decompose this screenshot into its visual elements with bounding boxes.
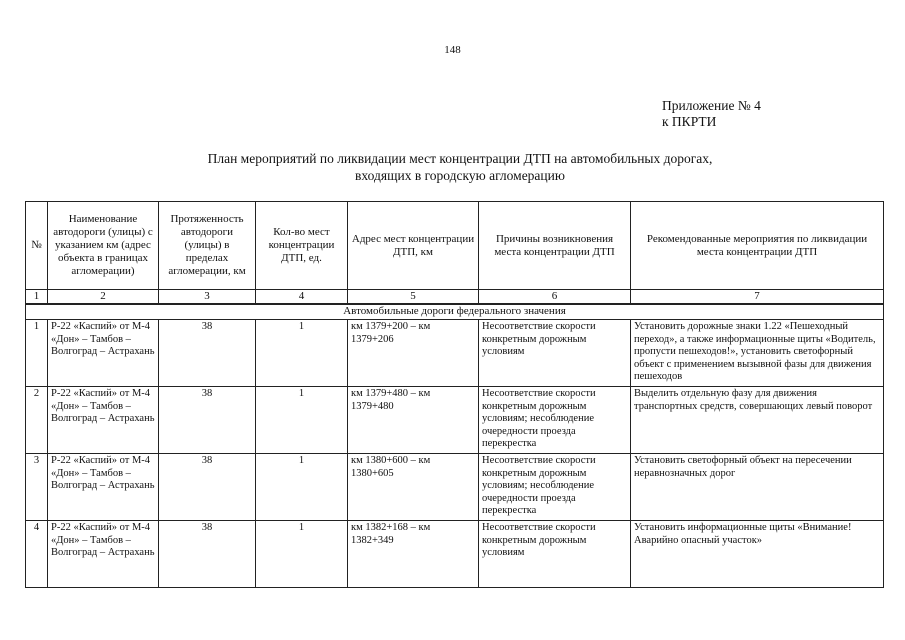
column-number: 5	[348, 290, 479, 305]
table-row	[26, 320, 884, 387]
page-number: 148	[444, 44, 461, 56]
document-title-line-2: входящих в городскую агломерацию	[355, 168, 565, 183]
table-row	[26, 387, 884, 454]
header-measures: Рекомендованные мероприятия по ликвидации места концентрации ДТП	[631, 202, 884, 290]
column-number: 1	[26, 290, 48, 305]
header-road-name: Наименование автодороги (улицы) с указанием км (адрес объекта в границах агломерации)	[48, 202, 159, 290]
appendix-reference	[662, 98, 761, 130]
section-title: Автомобильные дороги федерального значения	[26, 304, 884, 320]
section-row	[26, 304, 884, 320]
accident-cause: Несоответствие скорости конкретным дорожным условиям	[479, 320, 631, 387]
header-length: Протяженность автодороги (улицы) в пределах агломерации, км	[159, 202, 256, 290]
accident-spot-count: 1	[256, 387, 348, 454]
header-address: Адрес мест концентрации ДТП, км	[348, 202, 479, 290]
header-causes: Причины возникновения места концентрации ДТП	[479, 202, 631, 290]
column-number: 2	[48, 290, 159, 305]
header-number: №	[26, 202, 48, 290]
accident-cause: Несоответствие скорости конкретным дорожным условиям	[479, 521, 631, 588]
road-name: Р-22 «Каспий» от М-4 «Дон» – Тамбов – Волгоград – Астрахань	[48, 521, 159, 588]
measures-table	[25, 201, 884, 588]
column-number: 4	[256, 290, 348, 305]
road-length: 38	[159, 387, 256, 454]
row-number: 4	[26, 521, 48, 588]
road-name: Р-22 «Каспий» от М-4 «Дон» – Тамбов – Волгоград – Астрахань	[48, 387, 159, 454]
road-name: Р-22 «Каспий» от М-4 «Дон» – Тамбов – Волгоград – Астрахань	[48, 320, 159, 387]
road-length: 38	[159, 454, 256, 521]
table-row	[26, 454, 884, 521]
table-header-row	[26, 202, 884, 290]
recommended-measures: Установить дорожные знаки 1.22 «Пешеходный переход», а также информационные щиты «Водитель, пропусти пешеходов!», установить светофорный объект с применением вызывной фазы для движения пешеходов	[631, 320, 884, 387]
document-title	[120, 150, 800, 184]
header-count: Кол-во мест концентрации ДТП, ед.	[256, 202, 348, 290]
column-number: 7	[631, 290, 884, 305]
row-number: 2	[26, 387, 48, 454]
row-number: 3	[26, 454, 48, 521]
row-number: 1	[26, 320, 48, 387]
accident-spot-address: км 1379+200 – км 1379+206	[348, 320, 479, 387]
accident-spot-address: км 1379+480 – км 1379+480	[348, 387, 479, 454]
recommended-measures: Установить информационные щиты «Внимание! Аварийно опасный участок»	[631, 521, 884, 588]
accident-cause: Несоответствие скорости конкретным дорожным условиям; несоблюдение очередности проезда перекрестка	[479, 454, 631, 521]
accident-spot-address: км 1380+600 – км 1380+605	[348, 454, 479, 521]
table-row	[26, 521, 884, 588]
road-name: Р-22 «Каспий» от М-4 «Дон» – Тамбов – Волгоград – Астрахань	[48, 454, 159, 521]
appendix-line-1: Приложение № 4	[662, 98, 761, 113]
accident-spot-address: км 1382+168 – км 1382+349	[348, 521, 479, 588]
accident-cause: Несоответствие скорости конкретным дорожным условиям; несоблюдение очередности проезда перекрестка	[479, 387, 631, 454]
appendix-line-2: к ПКРТИ	[662, 114, 717, 129]
document-title-line-1: План мероприятий по ликвидации мест концентрации ДТП на автомобильных дорогах,	[207, 151, 713, 166]
recommended-measures: Выделить отдельную фазу для движения транспортных средств, совершающих левый поворот	[631, 387, 884, 454]
road-length: 38	[159, 521, 256, 588]
column-number: 3	[159, 290, 256, 305]
road-length: 38	[159, 320, 256, 387]
column-number: 6	[479, 290, 631, 305]
recommended-measures: Установить светофорный объект на пересечении неравнозначных дорог	[631, 454, 884, 521]
column-number-row	[26, 290, 884, 305]
accident-spot-count: 1	[256, 454, 348, 521]
accident-spot-count: 1	[256, 320, 348, 387]
accident-spot-count: 1	[256, 521, 348, 588]
